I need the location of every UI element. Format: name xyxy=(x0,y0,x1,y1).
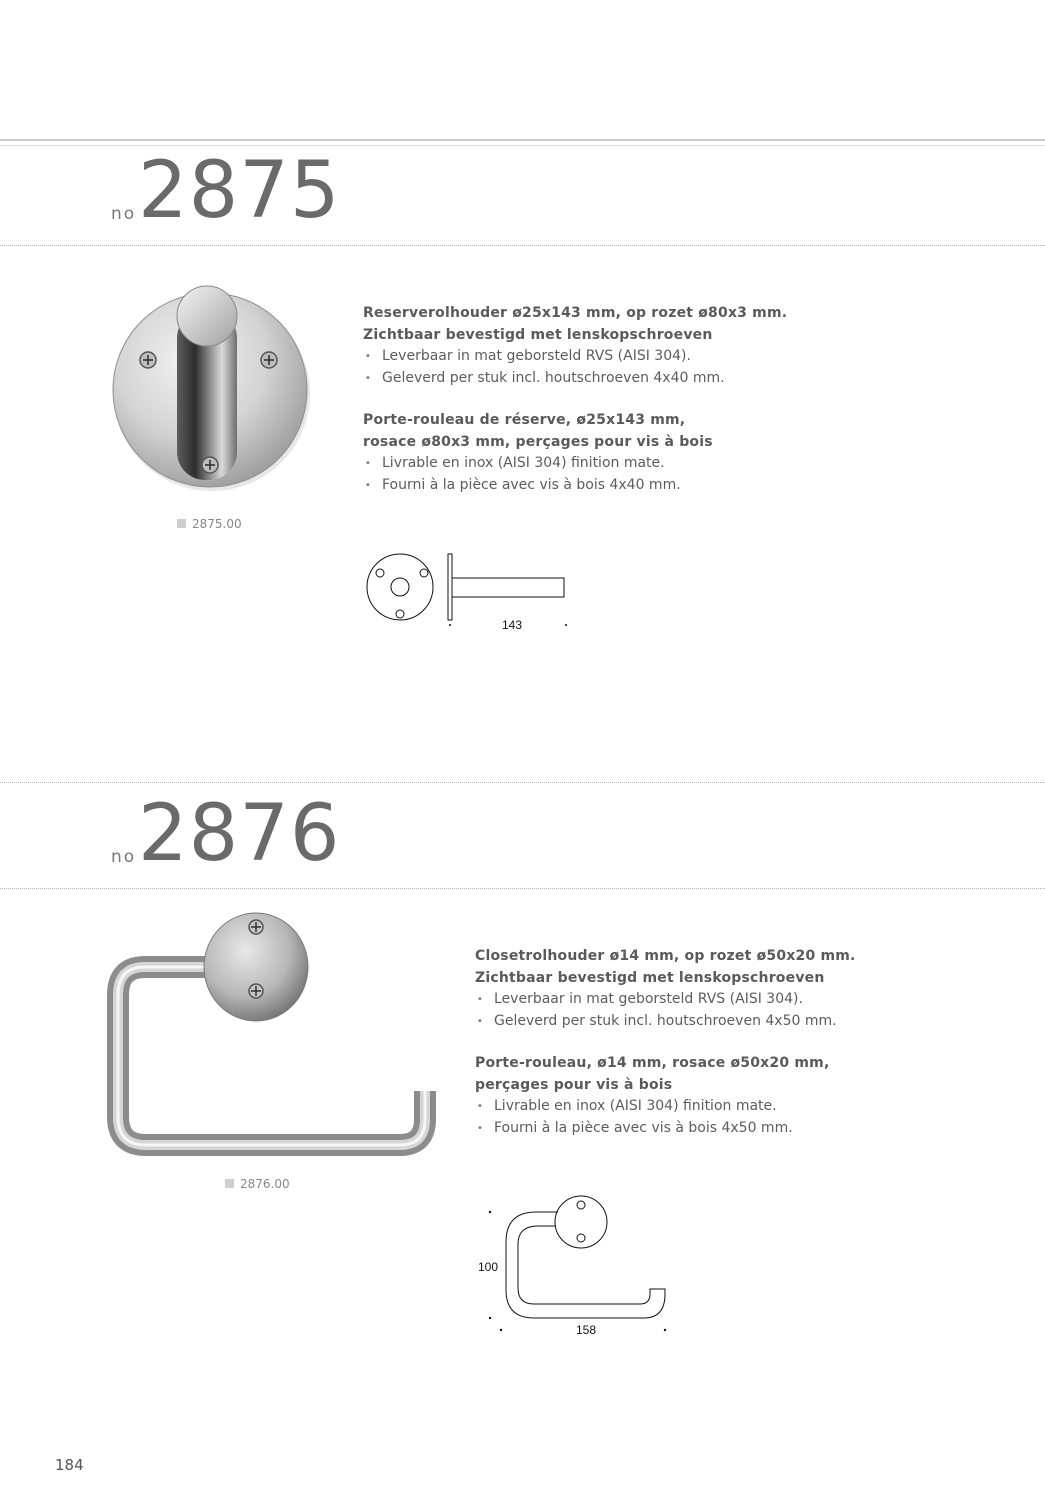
fr-title-line2: perçages pour vis à bois xyxy=(475,1076,673,1093)
product-ref xyxy=(177,517,242,531)
technical-drawing-2876 xyxy=(476,1190,676,1340)
nl-bullet: • Geleverd per stuk incl. houtschroeven 4x50 mm. xyxy=(475,1011,1015,1033)
section-divider xyxy=(0,782,1045,783)
fr-bullet: • Livrable en inox (AISI 304) finition mate. xyxy=(475,1096,1015,1118)
ref-marker xyxy=(177,519,186,528)
fr-bullet: • Fourni à la pièce avec vis à bois 4x50 mm. xyxy=(475,1118,1015,1140)
product-number: 2876 xyxy=(138,789,341,879)
fr-title: Porte-rouleau de réserve, ø25x143 mm, xyxy=(363,412,686,428)
product-number-prefix: no xyxy=(111,847,137,867)
product-ref-code: 2875.00 xyxy=(192,517,242,531)
fr-title-line2: rosace ø80x3 mm, perçages pour vis à bois xyxy=(363,433,713,450)
nl-bullet: • Leverbaar in mat geborsteld RVS (AISI 304). xyxy=(475,989,1015,1011)
dimension-width: 143 xyxy=(502,618,523,632)
product-photo-2876 xyxy=(100,905,440,1161)
dimension-height: 100 xyxy=(478,1260,499,1274)
nl-bullet: • Geleverd per stuk incl. houtschroeven 4x40 mm. xyxy=(363,368,923,390)
ref-marker xyxy=(225,1179,234,1188)
fr-bullet: • Livrable en inox (AISI 304) finition mate. xyxy=(363,453,923,475)
fr-title: Porte-rouleau, ø14 mm, rosace ø50x20 mm, xyxy=(475,1055,830,1071)
product-photo-2875 xyxy=(100,272,320,504)
section-divider xyxy=(0,245,1045,246)
product-number-prefix: no xyxy=(111,204,137,224)
header-rule xyxy=(0,139,1045,141)
product-ref xyxy=(225,1177,290,1191)
product-number: 2875 xyxy=(138,146,341,236)
nl-title: Closetrolhouder ø14 mm, op rozet ø50x20 mm. xyxy=(475,948,856,964)
page-number: 184 xyxy=(55,1456,84,1474)
nl-bullet: • Leverbaar in mat geborsteld RVS (AISI 304). xyxy=(363,346,923,368)
nl-title-line2: Zichtbaar bevestigd met lenskopschroeven xyxy=(363,326,713,343)
fr-bullet: • Fourni à la pièce avec vis à bois 4x40 mm. xyxy=(363,475,923,497)
product-description-2875 xyxy=(363,303,923,496)
dimension-width: 158 xyxy=(576,1323,597,1337)
product-ref-code: 2876.00 xyxy=(240,1177,290,1191)
nl-title: Reserverolhouder ø25x143 mm, op rozet ø80x3 mm. xyxy=(363,305,788,321)
nl-title-line2: Zichtbaar bevestigd met lenskopschroeven xyxy=(475,969,825,986)
section-divider xyxy=(0,888,1045,889)
technical-drawing-2875 xyxy=(360,548,580,640)
product-description-2876 xyxy=(475,946,1015,1139)
